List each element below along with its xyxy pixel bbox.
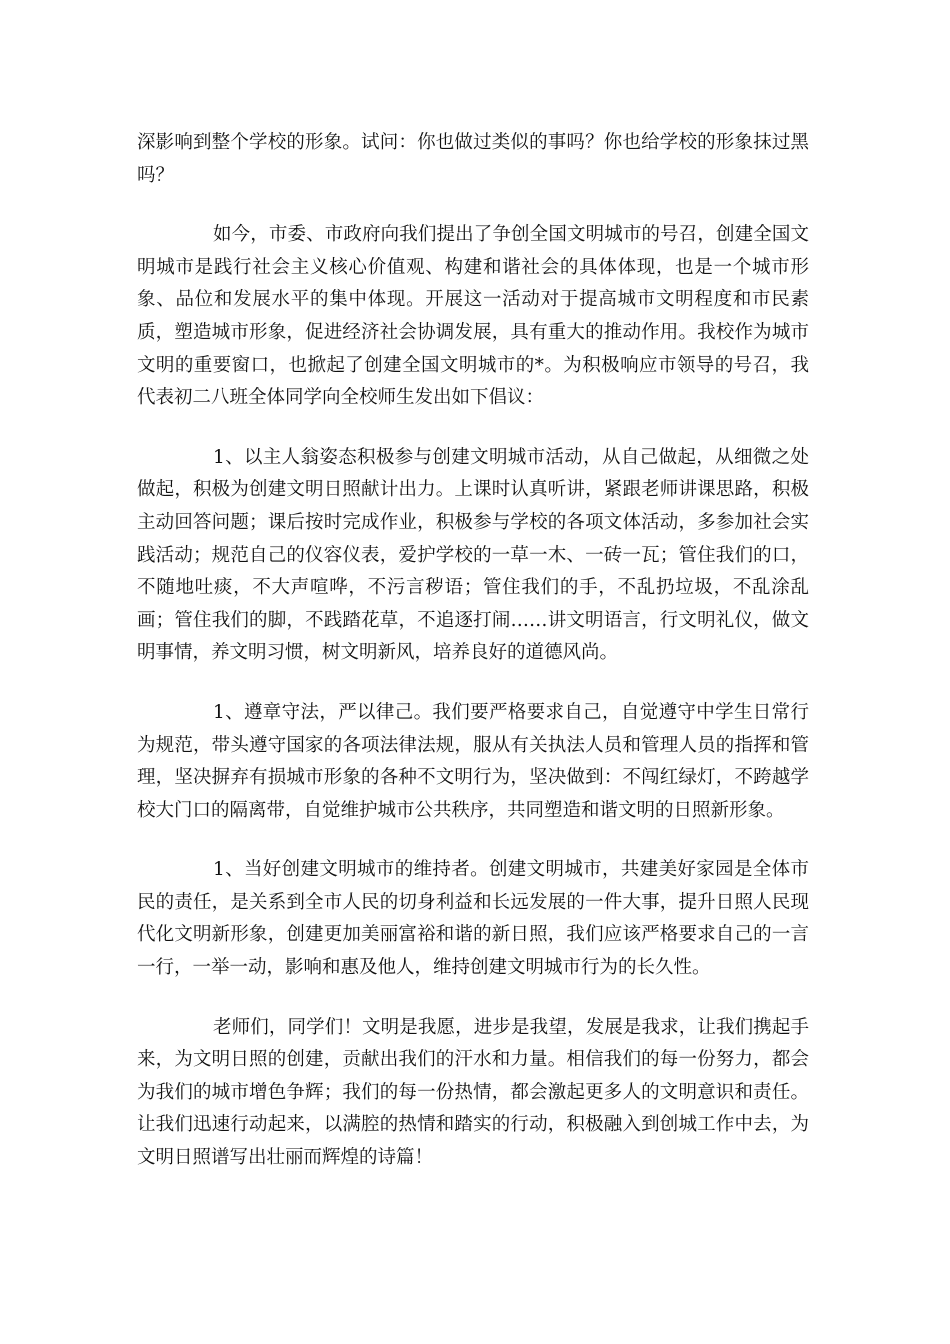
paragraph-continuation: 深影响到整个学校的形象。试问：你也做过类似的事吗？你也给学校的形象抹过黑吗？ (137, 132, 809, 186)
document-page (137, 127, 809, 1175)
paragraph-introduction: 如今，市委、市政府向我们提出了争创全国文明城市的号召，创建全国文明城市是践行社会主义核心价值观、构建和谐社会的具体体现，也是一个城市形象、品位和发展水平的集中体现。开展这一活动对于提高城市文明程度和市民素质，塑造城市形象，促进经济社会协调发展，具有重大的推动作用。我校作为城市文明的重要窗口，也掀起了创建全国文明城市的*。为积极响应市领导的号召，我代表初二八班全体同学向全校师生发出如下倡议： (137, 224, 809, 409)
paragraph-proposal-2: 1、遵章守法，严以律己。我们要严格要求自己，自觉遵守中学生日常行为规范，带头遵守国家的各项法律法规，服从有关执法人员和管理人员的指挥和管理，坚决摒弃有损城市形象的各种不文明行为，坚决做到：不闯红绿灯，不跨越学校大门口的隔离带，自觉维护城市公共秩序，共同塑造和谐文明的日照新形象。 (137, 701, 809, 821)
paragraph-proposal-3: 1、当好创建文明城市的维持者。创建文明城市，共建美好家园是全体市民的责任，是关系到全市人民的切身利益和长远发展的一件大事，提升日照人民现代化文明新形象，创建更加美丽富裕和谐的新日照，我们应该严格要求自己的一言一行，一举一动，影响和惠及他人，维持创建文明城市行为的长久性。 (137, 859, 809, 979)
paragraph-proposal-1: 1、以主人翁姿态积极参与创建文明城市活动，从自己做起，从细微之处做起，积极为创建文明日照献计出力。上课时认真听讲，紧跟老师讲课思路，积极主动回答问题；课后按时完成作业，积极参与学校的各项文体活动，多参加社会实践活动；规范自己的仪容仪表，爱护学校的一草一木、一砖一瓦；管住我们的口，不随地吐痰，不大声喧哗，不污言秽语；管住我们的手，不乱扔垃圾，不乱涂乱画；管住我们的脚，不践踏花草，不追逐打闹……讲文明语言，行文明礼仪，做文明事情，养文明习惯，树文明新风，培养良好的道德风尚。 (137, 446, 809, 664)
paragraph-closing: 老师们，同学们！文明是我愿，进步是我望，发展是我求，让我们携起手来，为文明日照的创建，贡献出我们的汗水和力量。相信我们的每一份努力，都会为我们的城市增色争辉；我们的每一份热情，都会激起更多人的文明意识和责任。让我们迅速行动起来，以满腔的热情和踏实的行动，积极融入到创城工作中去，为文明日照谱写出壮丽而辉煌的诗篇！ (137, 1016, 809, 1169)
